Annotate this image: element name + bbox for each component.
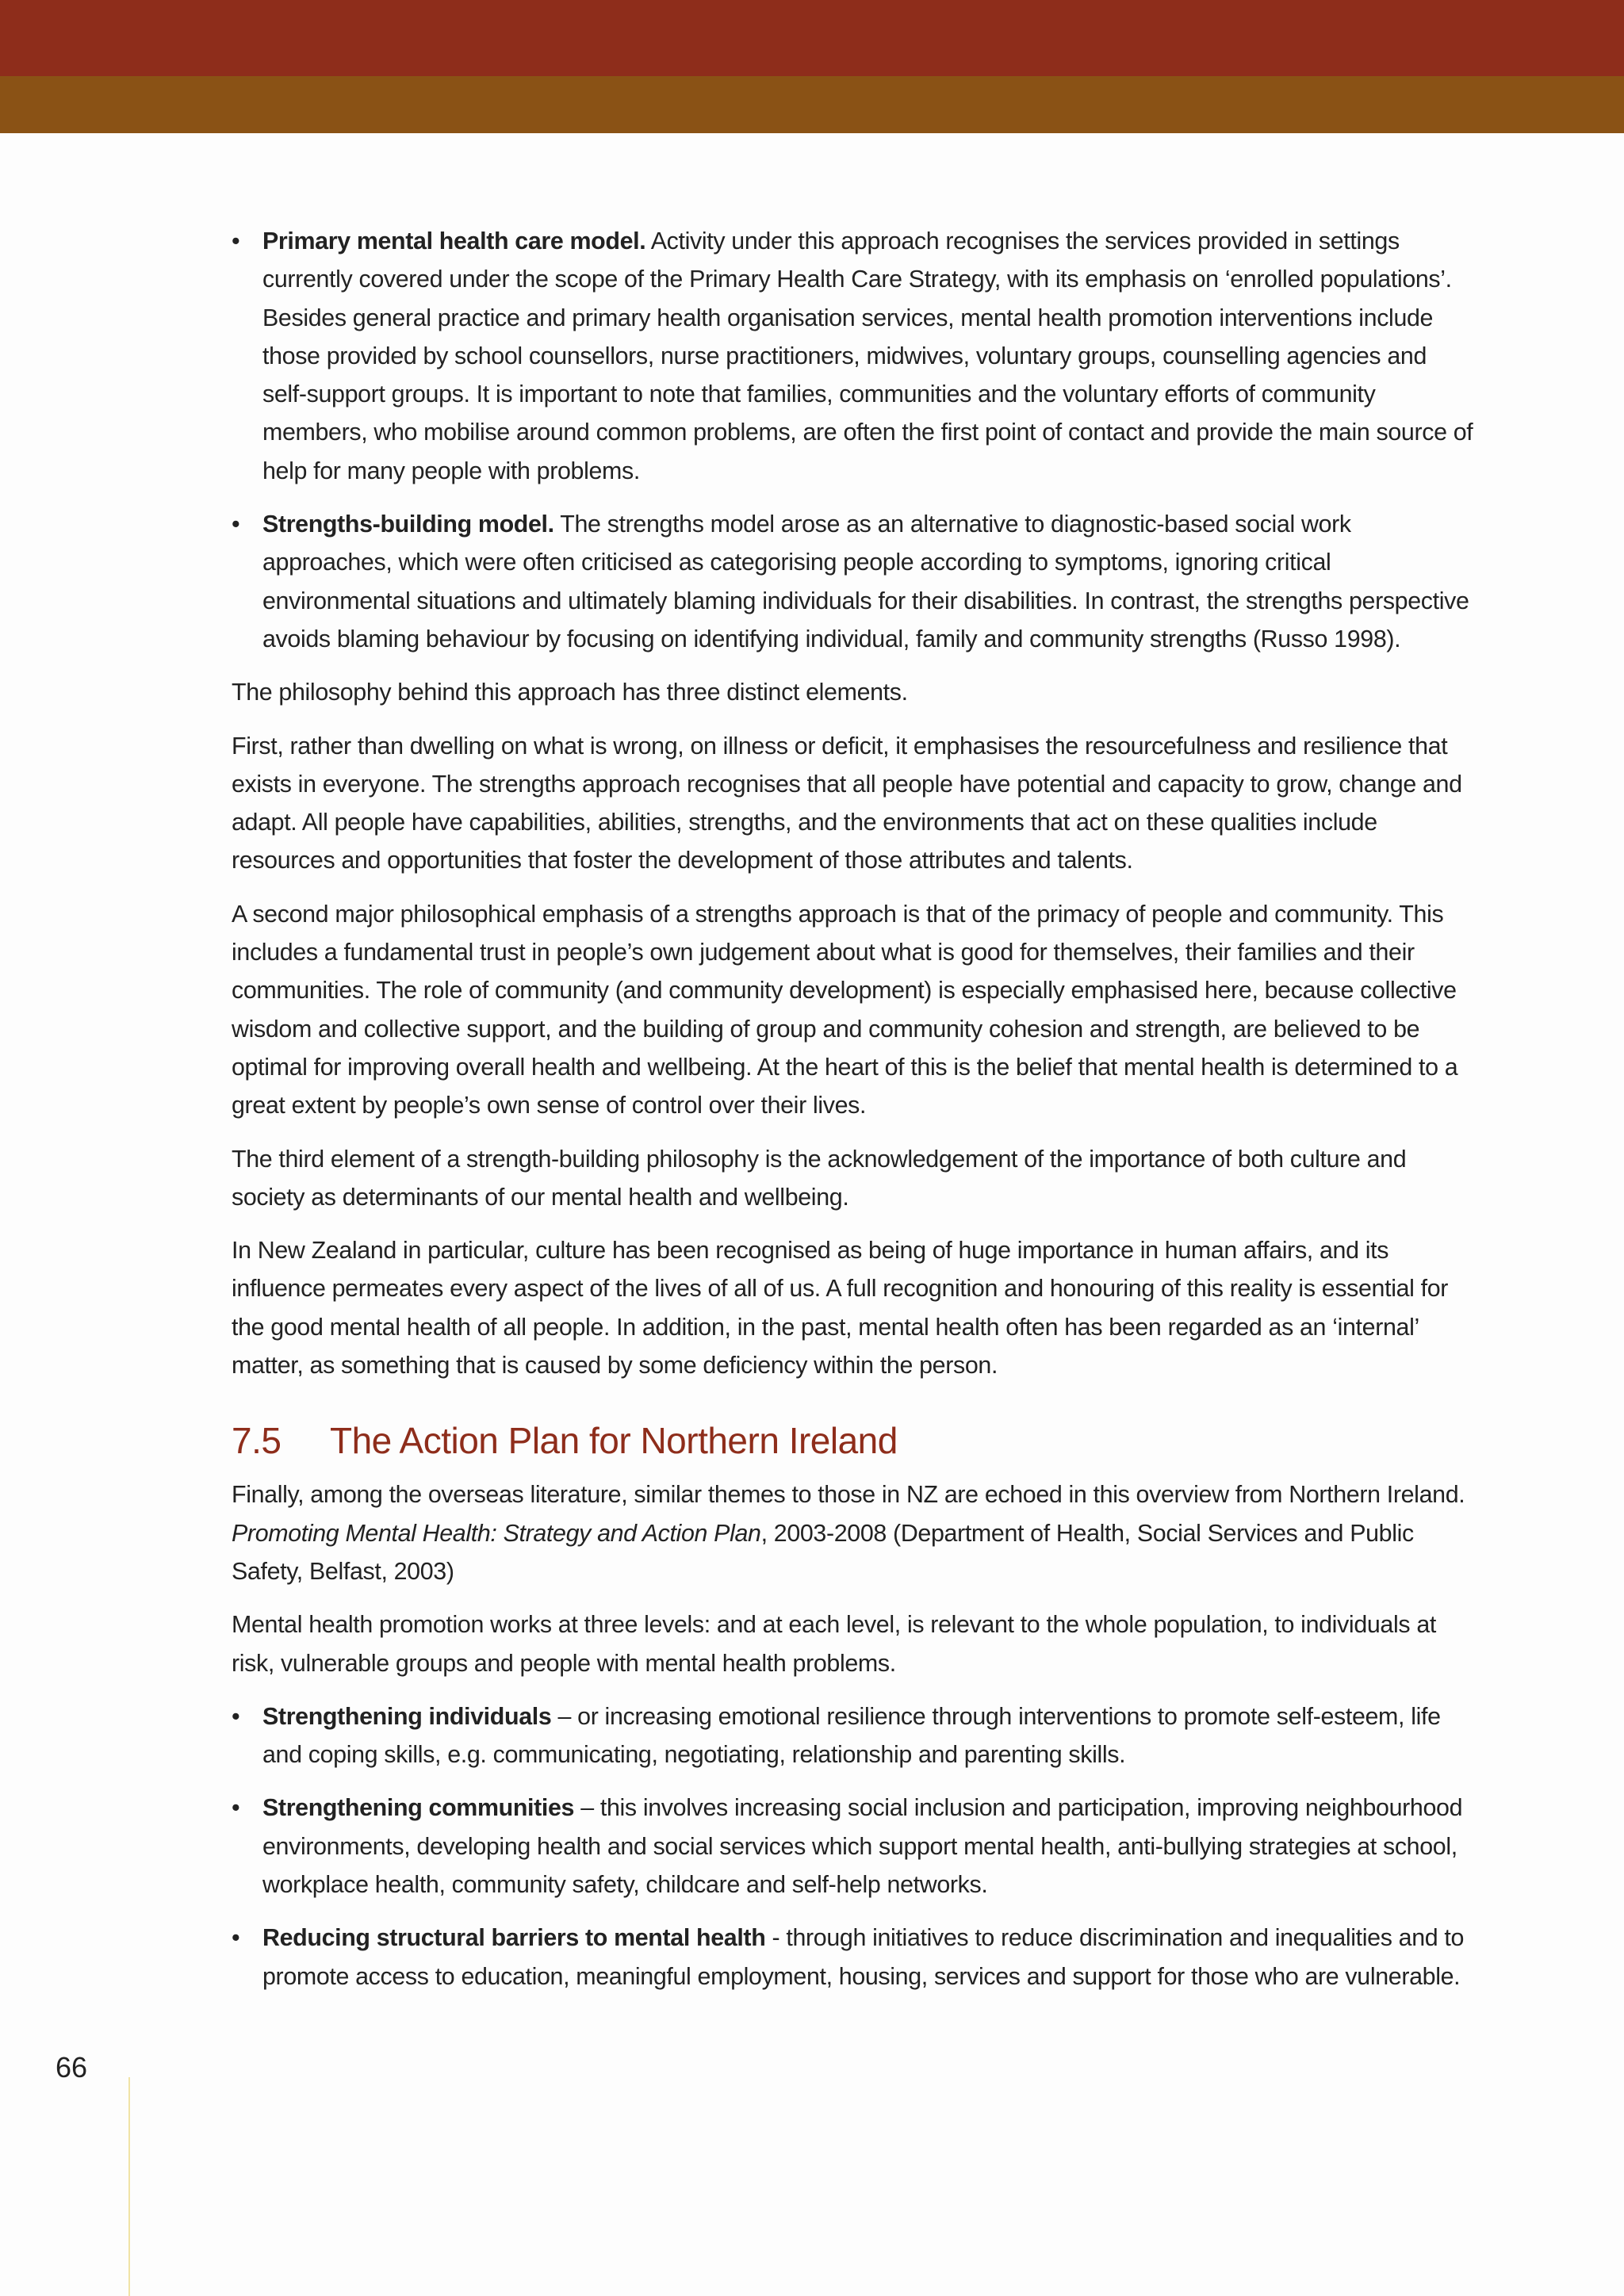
section-title: The Action Plan for Northern Ireland (330, 1420, 898, 1462)
bullet-dot-icon: • (232, 1794, 240, 1822)
bullet-dot-icon: • (232, 1924, 240, 1952)
body-paragraph: Mental health promotion works at three levels: and at each level, is relevant to the whole population, to individuals at risk, vulnerable groups and people with mental health problems. (232, 1611, 1436, 1677)
page-number: 66 (56, 2051, 88, 2084)
bullet-term: Strengths-building model. (262, 511, 554, 538)
publication-title: Promoting Mental Health: Strategy and Action Plan (232, 1519, 761, 1547)
bullet-term: Primary mental health care model. (262, 228, 646, 254)
list-item (232, 1789, 1477, 1904)
bullet-term: Strengthening individuals (262, 1702, 552, 1730)
bullet-text: – or increasing emotional resilience through interventions to promote self-esteem, life and coping skills, e.g. communicating, negotiating, relationship and parenting skills. (262, 1702, 1441, 1769)
section-heading (232, 1417, 1477, 1464)
bullet-text: The strengths model arose as an alternative to diagnostic-based social work approaches, which were often criticised as categorising people according to symptoms, ignoring critical environmental situations and ultimately blaming individuals for their disabilities. In contrast, the strengths perspective avoids blaming behaviour by focusing on identifying individual, family and community strengths (Russo 1998). (262, 511, 1469, 652)
levels-bullet-list (232, 1697, 1477, 1996)
list-item (232, 505, 1477, 658)
intro-text: Finally, among the overseas literature, similar themes to those in NZ are echoed in this overview from Northern Ireland. (232, 1481, 1465, 1509)
bullet-term: Strengthening communities (262, 1794, 575, 1822)
page-content (232, 222, 1477, 2011)
intro-citation: , 2003-2008 (Department of Health, Social Services and Public Safety, Belfast, 2003) (232, 1519, 1414, 1585)
margin-rule (128, 2077, 130, 2296)
bullet-dot-icon: • (232, 228, 240, 254)
bullet-dot-icon: • (232, 511, 240, 538)
bullet-text: Activity under this approach recognises the services provided in settings currently covered under the scope of the Primary Health Care Strategy, with its emphasis on ‘enrolled populations’. Besides general practice and primary health organisation services, mental health promotion interventions include those provided by school counsellors, nurse practitioners, midwives, voluntary groups, counselling agencies and self-support groups. It is important to note that families, communities and the voluntary efforts of community members, who mobilise around common problems, are often the first point of contact and provide the main source of help for many people with problems. (262, 228, 1473, 484)
bullet-text: – this involves increasing social inclusion and participation, improving neighbourhood environments, developing health and social services which support mental health, anti-bullying strategies at school, workplace health, community safety, childcare and self-help networks. (262, 1794, 1463, 1898)
body-paragraph: First, rather than dwelling on what is wrong, on illness or deficit, it emphasises the resourcefulness and resilience that exists in everyone. The strengths approach recognises that all people have potential and capacity to grow, change and adapt. All people have capabilities, abilities, strengths, and the environments that act on these qualities include resources and opportunities that foster the development of those attributes and talents. (232, 732, 1462, 874)
body-paragraph: The third element of a strength-building philosophy is the acknowledgement of the importance of both culture and society as determinants of our mental health and wellbeing. (232, 1145, 1407, 1211)
bullet-dot-icon: • (232, 1702, 240, 1730)
models-bullet-list (232, 222, 1477, 658)
header-band-red (0, 0, 1624, 76)
bullet-text: - through initiatives to reduce discrimination and inequalities and to promote access to education, meaningful employment, housing, services and support for those who are vulnerable. (262, 1924, 1465, 1990)
body-paragraph: The philosophy behind this approach has three distinct elements. (232, 679, 908, 706)
intro-paragraph (232, 1475, 1477, 1590)
list-item (232, 1697, 1477, 1774)
header-band-brown (0, 76, 1624, 133)
body-paragraph: A second major philosophical emphasis of a strengths approach is that of the primacy of people and community. This includes a fundamental trust in people’s own judgement about what is good for themselves, their families and their communities. The role of community (and community development) is especially emphasised here, because collective wisdom and collective support, and the building of group and community cohesion and strength, are believed to be optimal for improving overall health and wellbeing. At the heart of this is the belief that mental health is determined to a great extent by people’s own sense of control over their lives. (232, 900, 1458, 1119)
body-paragraph: In New Zealand in particular, culture has been recognised as being of huge importance in human affairs, and its influence permeates every aspect of the lives of all of us. A full recognition and honouring of this reality is essential for the good mental health of all people. In addition, in the past, mental health often has been regarded as an ‘internal’ matter, as something that is caused by some deficiency within the person. (232, 1237, 1449, 1380)
section-number: 7.5 (232, 1420, 282, 1462)
bullet-term: Reducing structural barriers to mental health (262, 1924, 766, 1952)
list-item (232, 1919, 1477, 1996)
list-item (232, 222, 1477, 490)
